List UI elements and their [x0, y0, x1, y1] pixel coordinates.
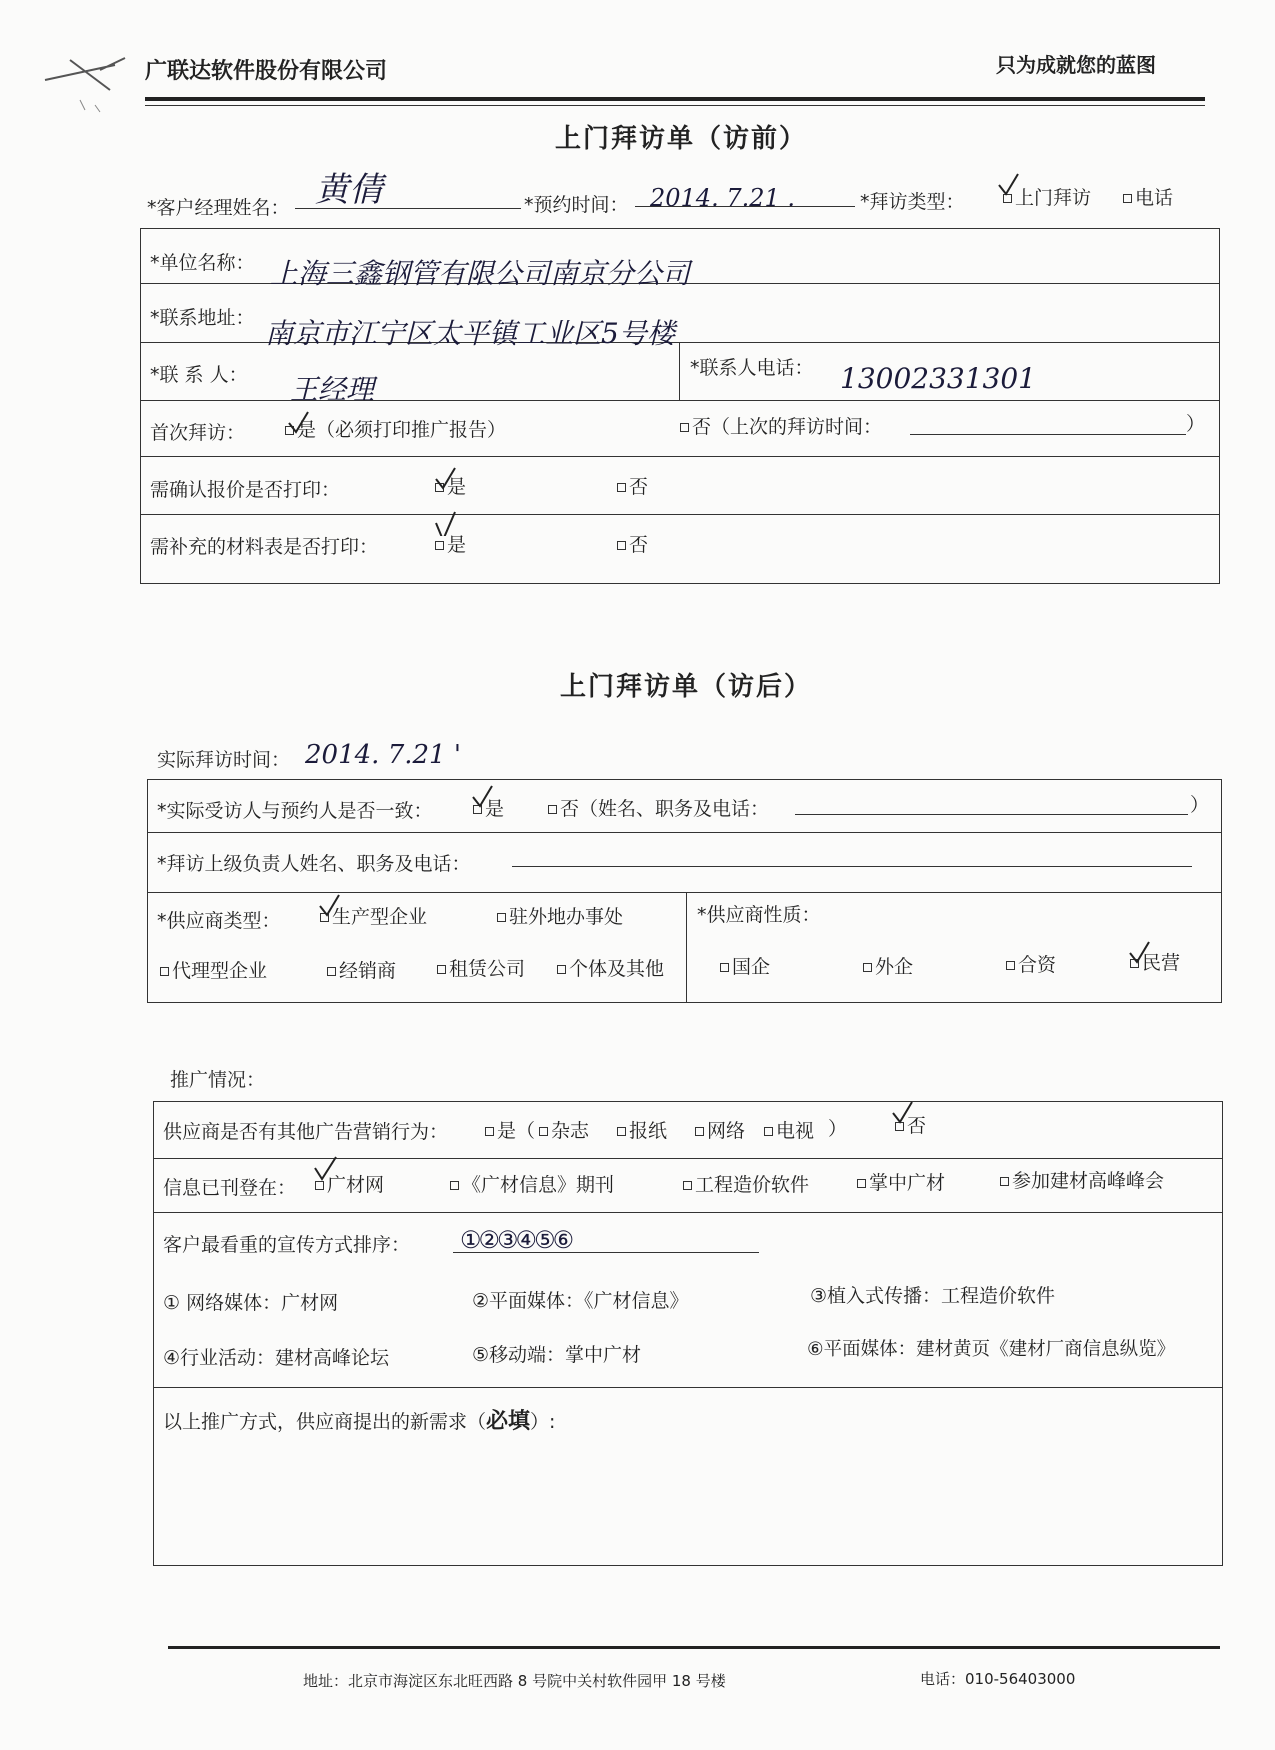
checkmark-icon: [433, 510, 459, 536]
supplier-type-label: *供应商类型：: [157, 910, 281, 932]
contact-value[interactable]: 王经理: [290, 373, 375, 406]
supp-print-label: 需补充的材料表是否打印：: [150, 536, 379, 558]
other-ad-magazine[interactable]: 杂志: [539, 1116, 589, 1143]
checkbox-icon: [764, 1127, 773, 1136]
checkbox-icon: [450, 1181, 459, 1190]
supp-print-no[interactable]: 否: [617, 530, 648, 557]
supplier-type-dealer[interactable]: 经销商: [327, 956, 396, 983]
checkbox-icon: [539, 1127, 548, 1136]
checkmark-icon: [470, 784, 496, 810]
method-3: ③植入式传播：工程造价软件: [810, 1285, 1056, 1307]
actual-time-label: 实际拜访时间：: [157, 749, 291, 771]
ranking-underline: [453, 1252, 759, 1253]
checkbox-icon: [1000, 1177, 1009, 1186]
checkbox-icon: [485, 1127, 494, 1136]
quote-print-label: 需确认报价是否打印：: [150, 479, 341, 501]
checkbox-icon: [680, 423, 689, 432]
company-name: 广联达软件股份有限公司: [145, 59, 388, 84]
appointment-underline: [635, 206, 855, 207]
manager-label: *客户经理姓名：: [147, 197, 290, 219]
ranking-label: 客户最看重的宣传方式排序：: [163, 1234, 411, 1256]
other-ad-newspaper[interactable]: 报纸: [617, 1116, 667, 1143]
appointment-value[interactable]: 2014. 7.21 .: [650, 184, 796, 212]
checkmark-icon: [996, 172, 1022, 198]
visit-type-label: *拜访类型：: [860, 191, 965, 213]
checkbox-icon: [557, 965, 566, 974]
method-5: ⑤移动端：掌中广材: [472, 1344, 642, 1366]
other-ad-label: 供应商是否有其他广告营销行为：: [163, 1121, 449, 1143]
published-journal[interactable]: 《广材信息》期刊: [450, 1170, 614, 1197]
checkbox-icon: [315, 1181, 324, 1190]
supplier-type-agent[interactable]: 代理型企业: [160, 956, 267, 983]
consistent-close: ）: [1190, 794, 1210, 816]
supplier-nature-state[interactable]: 国企: [720, 952, 770, 979]
checkmark-icon: [890, 1100, 916, 1126]
appointment-label: *预约时间：: [524, 194, 629, 216]
checkmark-icon: [286, 410, 312, 436]
supplier-type-production[interactable]: 生产型企业: [320, 902, 427, 929]
promo-label: 推广情况：: [170, 1069, 266, 1091]
checkbox-icon: [617, 483, 626, 492]
first-visit-close: ）: [1186, 413, 1206, 435]
checkbox-icon: [548, 805, 557, 814]
supplier-type-office[interactable]: 驻外地办事处: [497, 902, 623, 929]
consistent-underline: [795, 814, 1188, 815]
checkbox-icon: [160, 967, 169, 976]
checkbox-icon: [437, 965, 446, 974]
published-gcw[interactable]: 广材网: [315, 1170, 384, 1197]
other-ad-no[interactable]: 否: [895, 1111, 926, 1138]
visit-type-phone[interactable]: 电话: [1123, 183, 1173, 210]
unit-label: *单位名称：: [150, 252, 255, 274]
other-ad-tv[interactable]: 电视: [764, 1116, 814, 1143]
quote-print-no[interactable]: 否: [617, 472, 648, 499]
published-label: 信息已刊登在：: [163, 1177, 297, 1199]
footer-rule: [168, 1646, 1220, 1649]
supplier-nature-joint[interactable]: 合资: [1006, 950, 1056, 977]
checkbox-icon: [695, 1127, 704, 1136]
first-visit-no[interactable]: 否（上次的拜访时间：: [680, 412, 882, 439]
needs-input-area[interactable]: [160, 1440, 1215, 1560]
superior-label: *拜访上级负责人姓名、职务及电话：: [157, 853, 471, 875]
first-visit-yes[interactable]: 是（必须打印推广报告）: [285, 415, 506, 442]
other-ad-internet[interactable]: 网络: [695, 1116, 745, 1143]
address-label: *联系地址：: [150, 307, 255, 329]
supplier-nature-foreign[interactable]: 外企: [863, 952, 913, 979]
footer-phone: 电话：010-56403000: [920, 1670, 1076, 1688]
actual-time-value[interactable]: 2014. 7.21 ': [305, 740, 461, 770]
slogan: 只为成就您的蓝图: [996, 53, 1156, 77]
consistent-label: *实际受访人与预约人是否一致：: [157, 800, 433, 822]
manager-value[interactable]: 黄倩: [315, 170, 383, 210]
method-4: ④行业活动：建材高峰论坛: [163, 1347, 390, 1369]
address-value[interactable]: 南京市江宁区太平镇工业区5号楼: [265, 317, 675, 350]
supplier-nature-label: *供应商性质：: [697, 904, 821, 926]
header-rule-thick: [145, 97, 1205, 101]
supplier-type-rental[interactable]: 租赁公司: [437, 954, 525, 981]
checkbox-icon: [435, 541, 444, 550]
footer-address: 地址：北京市海淀区东北旺西路 8 号院中关村软件园甲 18 号楼: [303, 1672, 726, 1690]
method-1: ① 网络媒体：广材网: [163, 1292, 339, 1314]
pre-visit-title: 上门拜访单（访前）: [555, 124, 808, 154]
contact-phone-label: *联系人电话：: [690, 357, 814, 379]
ranking-value[interactable]: ①②③④⑤⑥: [460, 1226, 572, 1254]
published-mobile[interactable]: 掌中广材: [857, 1168, 945, 1195]
corner-scribble: [40, 50, 130, 130]
visit-type-onsite[interactable]: 上门拜访: [1003, 183, 1091, 210]
consistent-no[interactable]: 否（姓名、职务及电话：: [548, 794, 769, 821]
needs-required: 必填: [486, 1409, 531, 1434]
checkbox-icon: [857, 1179, 866, 1188]
checkmark-icon: [312, 1155, 338, 1181]
checkmark-icon: [433, 466, 459, 492]
contact-phone-value[interactable]: 13002331301: [840, 362, 1036, 395]
unit-value[interactable]: 上海三鑫钢管有限公司南京分公司: [270, 257, 691, 290]
first-visit-label: 首次拜访：: [150, 422, 246, 444]
checkbox-icon: [1123, 194, 1132, 203]
superior-underline: [512, 866, 1192, 867]
checkmark-icon: [317, 893, 343, 919]
other-ad-yes[interactable]: 是（: [485, 1116, 535, 1143]
post-visit-title: 上门拜访单（访后）: [560, 672, 813, 702]
checkbox-icon: [1006, 961, 1015, 970]
checkmark-icon: [1127, 940, 1153, 966]
checkbox-icon: [863, 963, 872, 972]
method-2: ②平面媒体：《广材信息》: [472, 1290, 689, 1312]
quote-print-yes[interactable]: 是: [435, 472, 466, 499]
contact-label: *联 系 人：: [150, 364, 248, 386]
supplier-nature-private[interactable]: 民营: [1130, 948, 1180, 975]
other-ad-close: ）: [828, 1118, 848, 1140]
checkbox-icon: [327, 967, 336, 976]
supp-print-yes[interactable]: 是: [435, 530, 466, 557]
published-summit[interactable]: 参加建材高峰峰会: [1000, 1166, 1164, 1193]
needs-label: 以上推广方式，供应商提出的新需求（必填）:: [163, 1409, 556, 1434]
checkbox-icon: [497, 913, 506, 922]
manager-underline: [295, 208, 521, 209]
supplier-type-individual[interactable]: 个体及其他: [557, 954, 664, 981]
checkbox-icon: [617, 1127, 626, 1136]
published-software[interactable]: 工程造价软件: [683, 1170, 809, 1197]
header-rule-thin: [145, 105, 1205, 106]
consistent-yes[interactable]: 是: [473, 794, 504, 821]
checkbox-icon: [720, 963, 729, 972]
last-visit-underline: [910, 434, 1186, 435]
checkbox-icon: [617, 541, 626, 550]
method-6: ⑥平面媒体：建材黄页《建材厂商信息纵览》: [807, 1339, 1176, 1360]
checkbox-icon: [683, 1181, 692, 1190]
